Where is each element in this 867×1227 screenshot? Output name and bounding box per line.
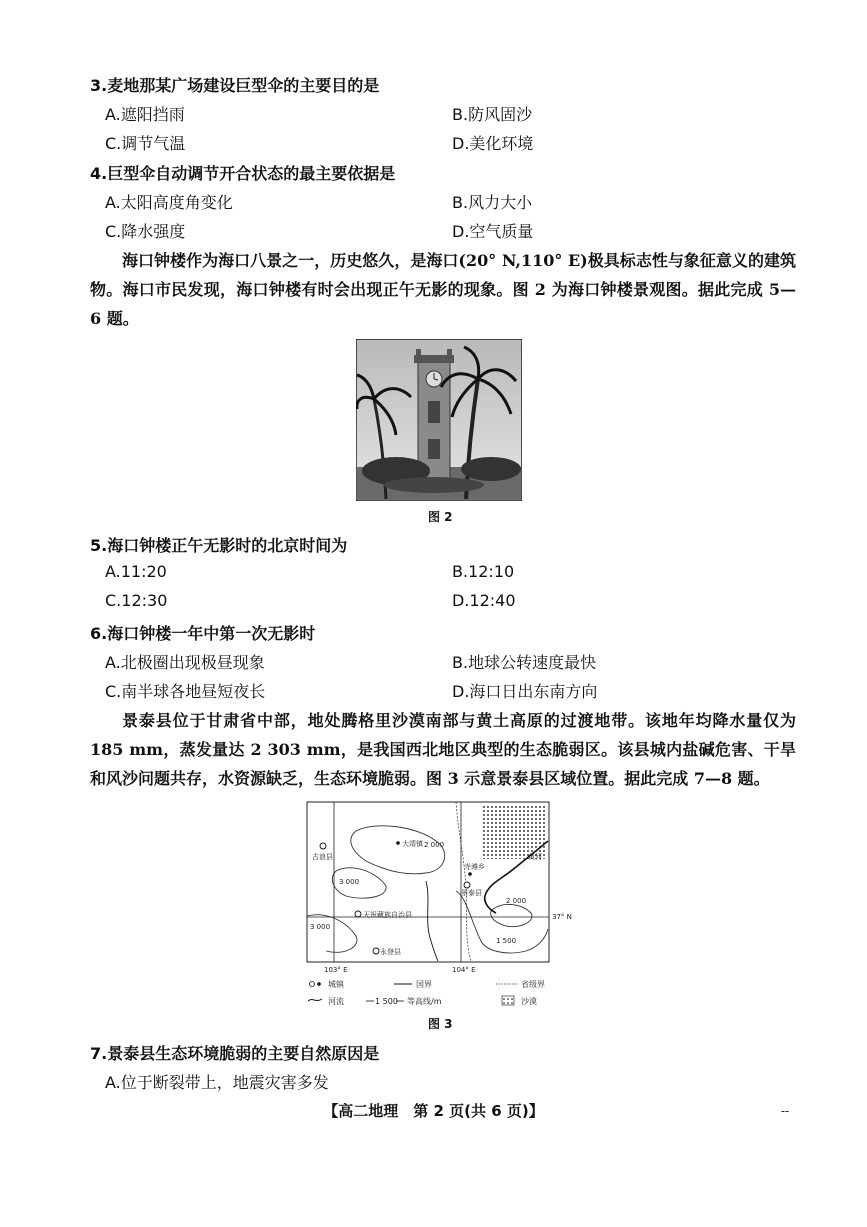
question-5-stem: 5.海口钟楼正午无影时的北京时间为: [90, 536, 348, 555]
question-5-option-c: C.12:30: [105, 591, 168, 610]
map-label-longitude-103: 103° E: [324, 966, 348, 974]
question-4-option-a: A.太阳高度角变化: [105, 193, 233, 212]
map-label-gulang: 古浪县: [312, 853, 333, 861]
legend-contour-sample: 1 500: [375, 997, 398, 1006]
question-6-stem: 6.海口钟楼一年中第一次无影时: [90, 624, 316, 643]
map-label-contour-3000: 3 000: [339, 878, 360, 886]
footer-mark: --: [781, 1104, 790, 1118]
legend-contour: 等高线/m: [407, 997, 442, 1006]
passage-haikou-clock-tower: 海口钟楼作为海口八景之一，历史悠久，是海口(20° N,110° E)极具标志性与象征意义的建筑物。海口市民发现，海口钟楼有时会出现正午无影的现象。图 2 为海口钟楼景观图。据此完成 5—6 题。: [90, 251, 796, 328]
map-label-yellow-river: 黄河: [528, 853, 542, 861]
legend-provincial: 省级界: [521, 980, 545, 989]
legend-desert: 沙漠: [521, 997, 537, 1006]
question-7-option-a: A.位于断裂带上，地震灾害多发: [105, 1073, 329, 1092]
question-5-option-b: B.12:10: [452, 562, 515, 581]
jingtai-location-map: [306, 801, 582, 1011]
map-legend: [308, 979, 545, 1006]
question-5-option-d: D.12:40: [452, 591, 516, 610]
passage-jingtai-county: 景泰县位于甘肃省中部，地处腾格里沙漠南部与黄土高原的过渡地带。该地年均降水量仅为 185 mm，蒸发量达 2 303 mm，是我国西北地区典型的生态脆弱区。该县城内盐碱危害、干旱和风沙问题共存，水资源缺乏，生态环境脆弱。图 3 示意景泰县区域位置。据此完成 7—8 题。: [90, 711, 796, 788]
map-label-dajing: 大靖镇: [402, 840, 423, 848]
clock-tower-image: [356, 339, 522, 501]
question-4-option-d: D.空气质量: [452, 222, 534, 241]
question-4-option-c: C.降水强度: [105, 222, 186, 241]
map-label-contour-1500: 1 500: [496, 937, 517, 945]
legend-town: 城镇: [328, 980, 344, 989]
map-label-yongdeng: 永登县: [380, 948, 401, 956]
map-label-jingtai: 景泰县: [461, 889, 482, 897]
question-5-option-a: A.11:20: [105, 562, 167, 581]
question-4-option-b: B.风力大小: [452, 193, 533, 212]
map-label-contour-3000b: 3 000: [310, 923, 331, 931]
map-label-sitan: 寺滩乡: [464, 863, 485, 871]
map-label-contour-2000b: 2 000: [506, 897, 527, 905]
question-6-option-c: C.南半球各地昼短夜长: [105, 682, 266, 701]
question-6-option-d: D.海口日出东南方向: [452, 682, 598, 701]
legend-river: 河流: [328, 997, 344, 1006]
question-4-stem: 4.巨型伞自动调节开合状态的最主要依据是: [90, 164, 396, 183]
figure-2-caption: 图 2: [428, 510, 453, 524]
figure-3-caption: 图 3: [428, 1017, 453, 1031]
map-label-tianzhu: 天祝藏族自治县: [363, 911, 412, 919]
question-3-stem: 3.麦地那某广场建设巨型伞的主要目的是: [90, 76, 380, 95]
question-3-option-d: D.美化环境: [452, 134, 534, 153]
page-footer: 【高二地理 第 2 页(共 6 页)】: [323, 1102, 544, 1120]
question-3-option-c: C.调节气温: [105, 134, 186, 153]
figure-3-jingtai-map: [306, 801, 582, 1011]
figure-2-clock-tower-photo: [356, 339, 522, 501]
map-label-latitude: 37° N: [552, 913, 572, 921]
question-6-option-a: A.北极圈出现极昼现象: [105, 653, 265, 672]
question-6-option-b: B.地球公转速度最快: [452, 653, 597, 672]
map-label-contour-2000a: 2 000: [424, 841, 445, 849]
question-3-option-a: A.遮阳挡雨: [105, 105, 185, 124]
question-3-option-b: B.防风固沙: [452, 105, 533, 124]
question-7-stem: 7.景泰县生态环境脆弱的主要自然原因是: [90, 1044, 380, 1063]
map-label-longitude-104: 104° E: [452, 966, 476, 974]
legend-border: 国界: [416, 980, 432, 989]
